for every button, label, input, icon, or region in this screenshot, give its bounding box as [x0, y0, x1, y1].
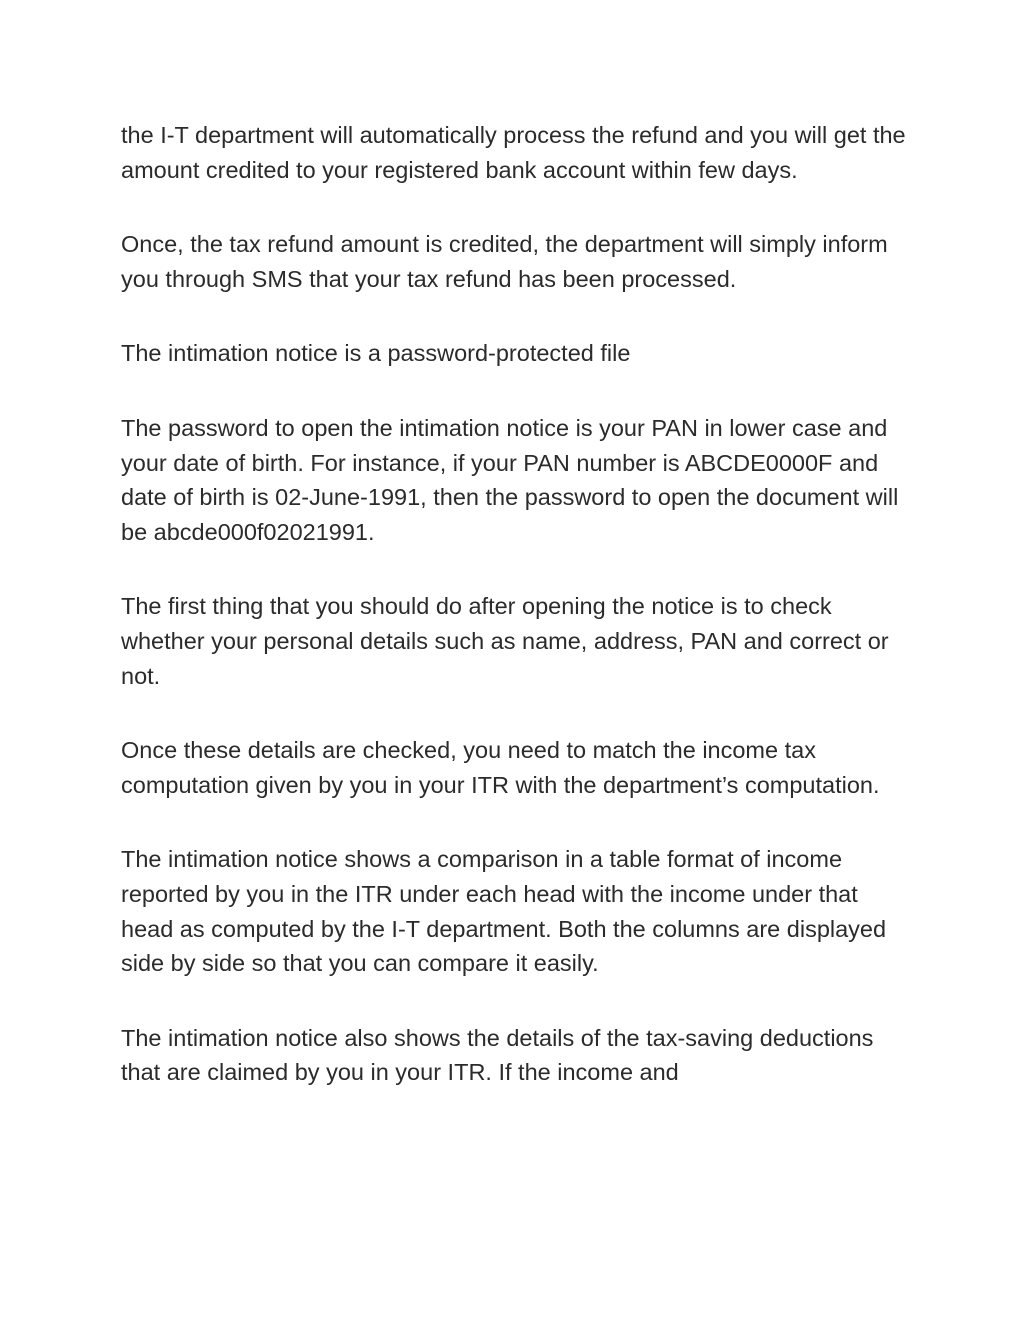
paragraph-match-computation: Once these details are checked, you need to match the income tax computation given by you in your ITR with the department’s computation. — [121, 737, 880, 798]
paragraph-password-format: The password to open the intimation notice is your PAN in lower case and your date of birth. For instance, if your PAN number is ABCDE0000F and date of birth is 02-June-1991, then the password to open the document will be abcde000f02021991. — [121, 414, 899, 545]
paragraph-deductions: The intimation notice also shows the details of the tax-saving deductions that are claimed by you in your ITR. If the income and — [121, 1024, 874, 1086]
paragraph-refund-process: the I-T department will automatically process the refund and you will get the amount credited to your registered bank account within few days. — [121, 122, 906, 183]
document-page — [121, 118, 911, 1130]
paragraph-check-personal-details: The first thing that you should do after opening the notice is to check whether your personal details such as name, address, PAN and correct or not. — [121, 593, 889, 689]
paragraph-comparison-table: The intimation notice shows a comparison in a table format of income reported by you in the ITR under each head with the income under that head as computed by the I-T department. Both the columns are displayed side by side so that you can compare it easily. — [121, 846, 887, 977]
paragraph-password-protected: The intimation notice is a password-protected file — [121, 340, 631, 367]
paragraph-sms-notification: Once, the tax refund amount is credited, the department will simply inform you through SMS that your tax refund has been processed. — [121, 231, 888, 292]
